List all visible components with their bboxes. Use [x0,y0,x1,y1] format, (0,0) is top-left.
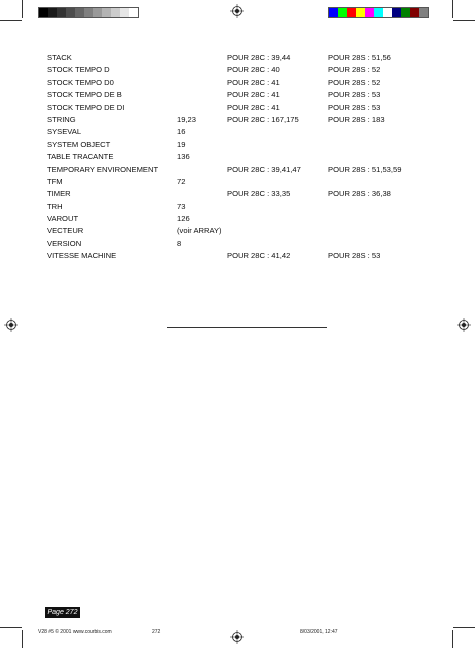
entry-28s-pages: POUR 28S : 183 [328,114,385,124]
index-entry [47,102,437,114]
entry-pages: 126 [177,214,190,224]
entry-28c-pages: POUR 28C : 39,44 [227,53,291,62]
section-divider [167,327,327,328]
entry-28c-pages: POUR 28C : 33,35 [227,189,291,199]
index-entry [47,89,437,101]
crop-mark [452,630,453,648]
index-entry [47,213,437,225]
index-entry [47,176,437,188]
entry-28s-pages: POUR 28S : 53 [328,102,381,112]
registration-mark-icon [457,318,471,332]
entry-pages: 16 [177,127,186,137]
registration-mark-icon [230,630,244,644]
footer-timestamp: 8/03/2001, 12:47 [300,629,338,635]
index-entry [47,250,437,262]
footer-file-info: V28 #5 © 2001 www.courbis.com [38,629,112,635]
entry-pages: (voir ARRAY) [177,226,222,236]
entry-pages: 8 [177,238,182,248]
index-entries [47,52,437,263]
entry-pages: 19 [177,139,186,149]
entry-name: SYSEVAL [47,127,82,137]
entry-name: TABLE TRACANTE [47,152,114,162]
index-entry [47,77,437,89]
entry-28c-pages: POUR 28C : 41 [227,102,280,112]
entry-28s-pages: POUR 28S : 53 [328,90,381,100]
entry-28c-pages: POUR 28C : 41 [227,90,280,100]
registration-mark-icon [230,4,244,18]
entry-28c-pages: POUR 28C : 41 [227,77,280,87]
entry-name: SYSTEM OBJECT [47,139,111,149]
entry-name: VERSION [47,238,82,248]
entry-28s-pages: POUR 28S : 51,56 [328,53,391,62]
crop-mark [453,20,475,21]
entry-name: STOCK TEMPO D [47,65,110,75]
gray-swatch [66,8,75,17]
gray-swatch [48,8,57,17]
crop-mark [0,20,22,21]
index-entry [47,201,437,213]
entry-name: STOCK TEMPO D0 [47,77,114,87]
entry-28s-pages: POUR 28S : 52 [328,77,381,87]
color-swatch [419,8,428,17]
entry-name: STOCK TEMPO DE DI [47,102,125,112]
entry-pages: 19,23 [177,114,197,124]
entry-pages: 72 [177,176,186,186]
gray-swatch [84,8,93,17]
entry-28s-pages: POUR 28S : 36,38 [328,189,391,199]
gray-swatch [75,8,84,17]
entry-28s-pages: POUR 28S : 53 [328,251,381,261]
gray-swatch [120,8,129,17]
entry-name: TFM [47,176,63,186]
entry-28c-pages: POUR 28C : 167,175 [227,114,299,124]
entry-name: VAROUT [47,214,79,224]
index-entry [47,151,437,163]
gray-swatch [93,8,102,17]
entry-28s-pages: POUR 28S : 51,53,59 [328,164,402,174]
entry-name: VECTEUR [47,226,84,236]
registration-mark-icon [4,318,18,332]
color-swatch [392,8,401,17]
crop-mark [22,0,23,18]
entry-name: STACK [47,53,72,62]
gray-swatch [102,8,111,17]
index-entry [47,64,437,76]
page-number-badge: Page 272 [45,607,80,618]
color-swatch [401,8,410,17]
entry-name: STRING [47,114,76,124]
gray-swatch [57,8,66,17]
entry-name: TEMPORARY ENVIRONEMENT [47,164,159,174]
index-entry [47,188,437,200]
entry-name: VITESSE MACHINE [47,251,117,261]
gray-swatch [129,8,138,17]
index-entry [47,114,437,126]
entry-28s-pages: POUR 28S : 52 [328,65,381,75]
entry-28c-pages: POUR 28C : 41,42 [227,251,291,261]
index-entry [47,164,437,176]
color-swatch [365,8,374,17]
entry-28c-pages: POUR 28C : 40 [227,65,280,75]
color-swatch [383,8,392,17]
index-entry [47,225,437,237]
gray-swatch [39,8,48,17]
color-swatch [410,8,419,17]
crop-mark [22,630,23,648]
index-entry [47,126,437,138]
gray-swatch [111,8,120,17]
crop-mark [452,0,453,18]
entry-pages: 73 [177,201,186,211]
entry-name: TIMER [47,189,71,199]
entry-pages: 136 [177,152,190,162]
crop-mark [0,627,22,628]
color-swatch [338,8,347,17]
index-entry [47,238,437,250]
entry-28c-pages: POUR 28C : 39,41,47 [227,164,301,174]
process-color-bar [328,7,429,18]
color-swatch [347,8,356,17]
color-swatch [356,8,365,17]
entry-name: STOCK TEMPO DE B [47,90,122,100]
footer-page-number: 272 [152,629,161,635]
crop-mark [453,627,475,628]
entry-name: TRH [47,201,63,211]
color-swatch [374,8,383,17]
grayscale-color-bar [38,7,139,18]
color-swatch [329,8,338,17]
index-entry [47,52,437,64]
index-entry [47,139,437,151]
